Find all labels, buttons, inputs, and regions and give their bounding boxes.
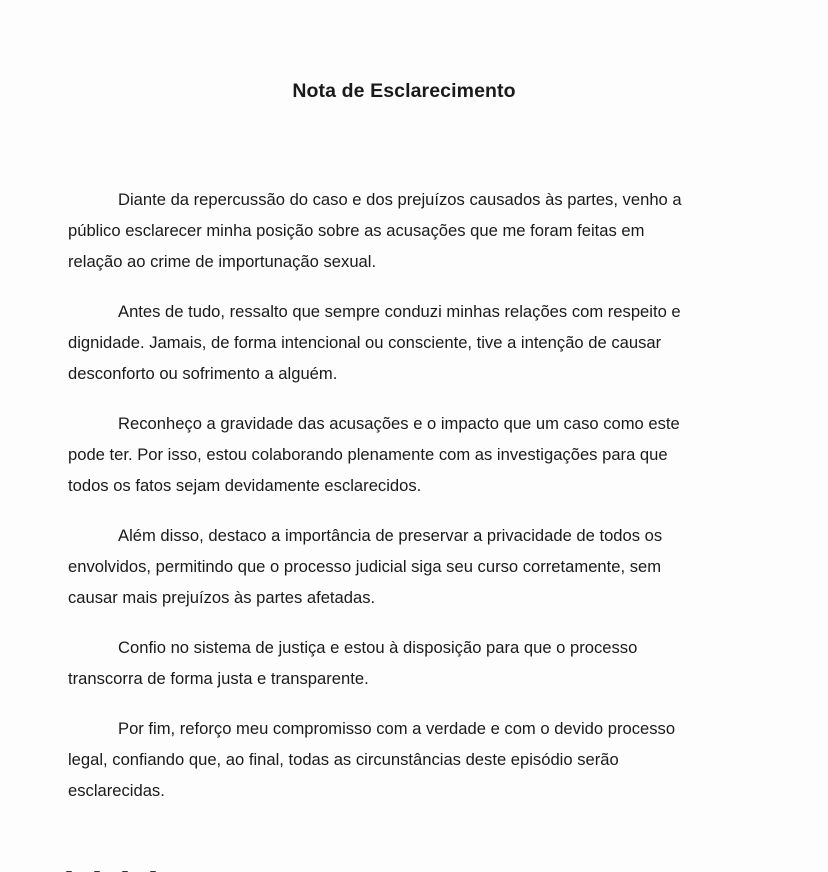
text-line: Antes de tudo, ressalto que sempre conduzi minhas relações com respeito e: [118, 302, 681, 321]
paragraph: [68, 632, 736, 694]
text-line: público esclarecer minha posição sobre as acusações que me foram feitas em: [68, 221, 645, 240]
text-line: envolvidos, permitindo que o processo judicial siga seu curso corretamente, sem: [68, 557, 662, 576]
text-line: pode ter. Por isso, estou colaborando plenamente com as investigações para que: [68, 445, 668, 464]
text-line: Além disso, destaco a importância de preservar a privacidade de todos os: [118, 526, 663, 545]
text-line: dignidade. Jamais, de forma intencional ou consciente, tive a intenção de causar: [68, 333, 662, 352]
text-line: relação ao crime de importunação sexual.: [68, 252, 377, 271]
paragraph: [68, 184, 736, 277]
paragraph: [68, 408, 736, 501]
text-line: desconforto ou sofrimento a alguém.: [68, 364, 338, 383]
text-line: Diante da repercussão do caso e dos prejuízos causados às partes, venho a: [118, 190, 682, 209]
text-line: esclarecidas.: [68, 781, 165, 800]
document-body: [68, 184, 736, 825]
paragraph: [68, 713, 736, 806]
text-line: Confio no sistema de justiça e estou à disposição para que o processo: [118, 638, 638, 657]
text-line: todos os fatos sejam devidamente esclarecidos.: [68, 476, 422, 495]
cropped-text-fragment: [66, 862, 206, 872]
document-title: Nota de Esclarecimento: [292, 80, 516, 102]
text-line: Reconheço a gravidade das acusações e o impacto que um caso como este: [118, 414, 680, 433]
text-line: legal, confiando que, ao final, todas as circunstâncias deste episódio serão: [68, 750, 619, 769]
text-line: causar mais prejuízos às partes afetadas.: [68, 588, 376, 607]
text-line: Por fim, reforço meu compromisso com a verdade e com o devido processo: [118, 719, 676, 738]
text-line: transcorra de forma justa e transparente.: [68, 669, 369, 688]
paragraph: [68, 520, 736, 613]
paragraph: [68, 296, 736, 389]
